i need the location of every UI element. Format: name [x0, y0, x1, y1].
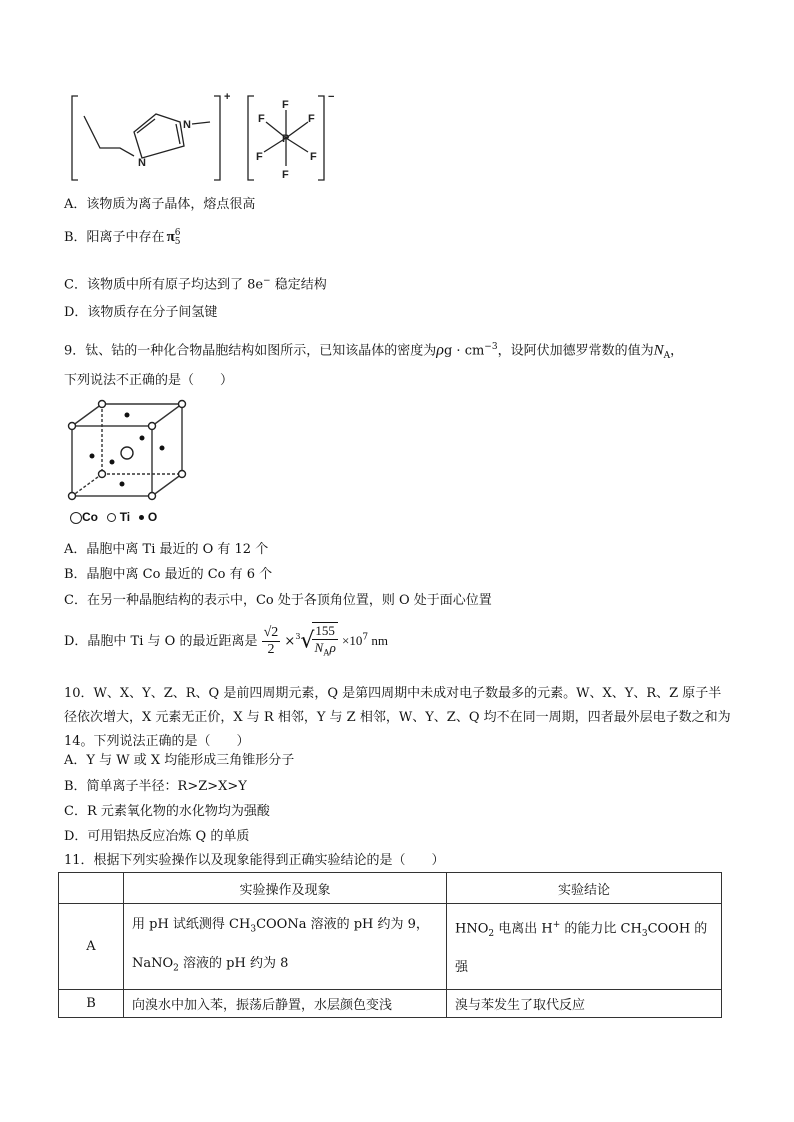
table-row: [59, 990, 722, 1018]
o-atom: [90, 454, 95, 459]
q8-option-d: D．该物质存在分子间氢键: [64, 305, 218, 320]
row-a-conclusion: $HNO_2$ 电离出 H+ 的能力比 $CH_3COOH$ 的 强: [447, 904, 722, 990]
atom-n1: N: [138, 157, 146, 169]
o-atom: [140, 436, 145, 441]
q8-option-c: C．该物质中所有原子均达到了 8e− 稳定结构: [64, 276, 327, 293]
ti-atom: [69, 493, 76, 500]
atom-f-ur: F: [308, 113, 315, 125]
header-conclusion: 实验结论: [447, 873, 722, 904]
atom-f-ll: F: [256, 151, 263, 163]
atom-f-bottom: F: [282, 169, 289, 181]
co-atom: [121, 447, 133, 459]
ti-atom: [69, 423, 76, 430]
q10-option-d: D．可用铝热反应冶炼 Q 的单质: [64, 829, 250, 844]
atom-p: P: [282, 133, 290, 145]
q9-stem-line1: 9．钛、钴的一种化合物晶胞结构如图所示，已知该晶体的密度为$\rho g \cdot cm^{-3}$，设阿伏加德罗常数的值为$N_A$，: [64, 341, 684, 361]
o-atom: [125, 413, 130, 418]
o-atom: [110, 460, 115, 465]
q8-option-b: B．阳离子中存在 π 6 5: [64, 227, 181, 247]
ti-atom: [179, 401, 186, 408]
q9-option-b: B．晶胞中离 Co 最近的 Co 有 6 个: [64, 567, 273, 582]
crystal-legend: Co Ti O: [70, 510, 157, 524]
atom-n2: N: [183, 119, 191, 131]
q8-option-a: A．该物质为离子晶体，熔点很高: [64, 197, 256, 212]
header-blank: [59, 873, 124, 904]
row-a-operation: 用 pH 试纸测得 $CH_3COONa$ 溶液的 pH 约为 9， NaNO$_2$ 溶液的 pH 约为 8: [124, 904, 447, 990]
atom-f-lr: F: [310, 151, 317, 163]
crystal-cell-diagram: [64, 398, 194, 528]
charge-minus: −: [328, 91, 335, 103]
ti-atom: [149, 423, 156, 430]
ti-atom: [179, 471, 186, 478]
row-b-conclusion: 溴与苯发生了取代反应: [447, 990, 722, 1018]
q10-option-c: C．R 元素氧化物的水化物均为强酸: [64, 804, 270, 819]
atom-f-ul: F: [258, 113, 265, 125]
ti-legend-icon: [107, 513, 116, 522]
row-label: A: [59, 904, 124, 990]
ionic-liquid-structure: [64, 86, 354, 186]
o-atom: [120, 482, 125, 487]
q9-stem-line2: 下列说法不正确的是（ ）: [64, 373, 234, 388]
ti-atom: [149, 493, 156, 500]
table-header-row: [59, 873, 722, 904]
experiment-table: [58, 872, 722, 1018]
row-label: B: [59, 990, 124, 1018]
q10-option-a: A．Y 与 W 或 X 均能形成三角锥形分子: [64, 753, 295, 768]
table-row: [59, 904, 722, 990]
q9-option-a: A．晶胞中离 Ti 最近的 O 有 12 个: [64, 542, 269, 557]
atom-f-top: F: [282, 99, 289, 111]
q11-stem: 11．根据下列实验操作以及现象能得到正确实验结论的是（ ）: [64, 853, 445, 868]
header-operation: 实验操作及现象: [124, 873, 447, 904]
charge-plus: +: [224, 91, 231, 103]
q10-stem: 10．W、X、Y、Z、R、Q 是前四周期元素，Q 是第四周期中未成对电子数最多的元素。W、X、Y、R、Z 原子半径依次增大，X 元素无正价，X 与 R 相邻，Y 与 Z 相邻，W、Y、Z、Q 均不在同一周期，四者最外层电子数之和为 14。下列说法正确的是（ ）: [64, 686, 731, 749]
co-legend-icon: [70, 512, 82, 524]
ti-atom: [99, 471, 106, 478]
q10-option-b: B．简单离子半径：R>Z>X>Y: [64, 779, 247, 794]
ti-atom: [99, 401, 106, 408]
o-atom: [160, 446, 165, 451]
row-b-operation: 向溴水中加入苯，振荡后静置，水层颜色变浅: [124, 990, 447, 1018]
q9-option-d: D．晶胞中 Ti 与 O 的最近距离是 $\frac{√2}{2}$ ×$^3$√ $\frac{155}{N_A\rho}$ $\times 10^7$ nm: [64, 618, 388, 661]
o-legend-icon: [139, 515, 144, 520]
q9-option-c: C．在另一种晶胞结构的表示中，Co 处于各顶角位置，则 O 处于面心位置: [64, 593, 492, 608]
